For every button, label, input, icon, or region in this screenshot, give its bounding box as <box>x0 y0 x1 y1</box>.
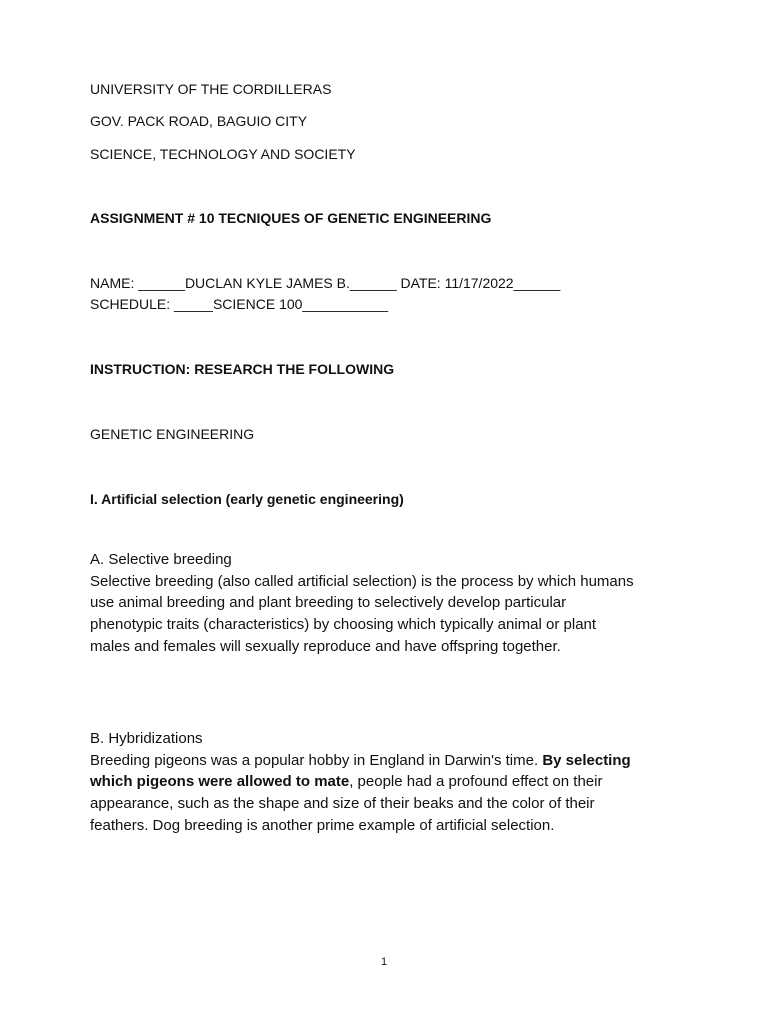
paragraph-text: Breeding pigeons was a popular hobby in England in Darwin's time. <box>90 751 543 769</box>
university-address: GOV. PACK ROAD, BAGUIO CITY <box>90 113 308 129</box>
subsection-heading: A. Selective breeding <box>90 551 232 568</box>
paragraph-line: appearance, such as the shape and size of their beaks and the color of their <box>90 795 595 813</box>
assignment-title: ASSIGNMENT # 10 TECNIQUES OF GENETIC ENGINEERING <box>90 210 492 226</box>
university-name: UNIVERSITY OF THE CORDILLERAS <box>90 81 332 97</box>
subsection-heading: B. Hybridizations <box>90 730 203 747</box>
section-heading: I. Artificial selection (early genetic engineering) <box>90 491 404 507</box>
name-date-line: NAME: ______DUCLAN KYLE JAMES B.______ DATE: 11/17/2022______ <box>90 275 561 291</box>
paragraph-line: Selective breeding (also called artificial selection) is the process by which humans <box>90 572 634 590</box>
emphasized-text: which pigeons were allowed to mate <box>90 773 350 791</box>
paragraph-line <box>90 771 690 793</box>
schedule-line: SCHEDULE: _____SCIENCE 100___________ <box>90 296 389 312</box>
course-name: SCIENCE, TECHNOLOGY AND SOCIETY <box>90 146 356 162</box>
topic-heading: GENETIC ENGINEERING <box>90 426 255 442</box>
emphasized-text: By selecting <box>542 751 631 769</box>
page-number: 1 <box>380 956 388 968</box>
paragraph-text: , people had a profound effect on their <box>349 773 603 791</box>
paragraph-line: males and females will sexually reproduce and have offspring together. <box>90 637 561 655</box>
hybridizations-section <box>90 728 690 837</box>
paragraph-line: phenotypic traits (characteristics) by choosing which typically animal or plant <box>90 616 597 634</box>
instruction-heading: INSTRUCTION: RESEARCH THE FOLLOWING <box>90 361 395 377</box>
selective-breeding-section <box>90 549 690 658</box>
paragraph-line: use animal breeding and plant breeding to selectively develop particular <box>90 594 567 612</box>
paragraph-line <box>90 750 690 772</box>
paragraph-line: feathers. Dog breeding is another prime example of artificial selection. <box>90 816 555 834</box>
